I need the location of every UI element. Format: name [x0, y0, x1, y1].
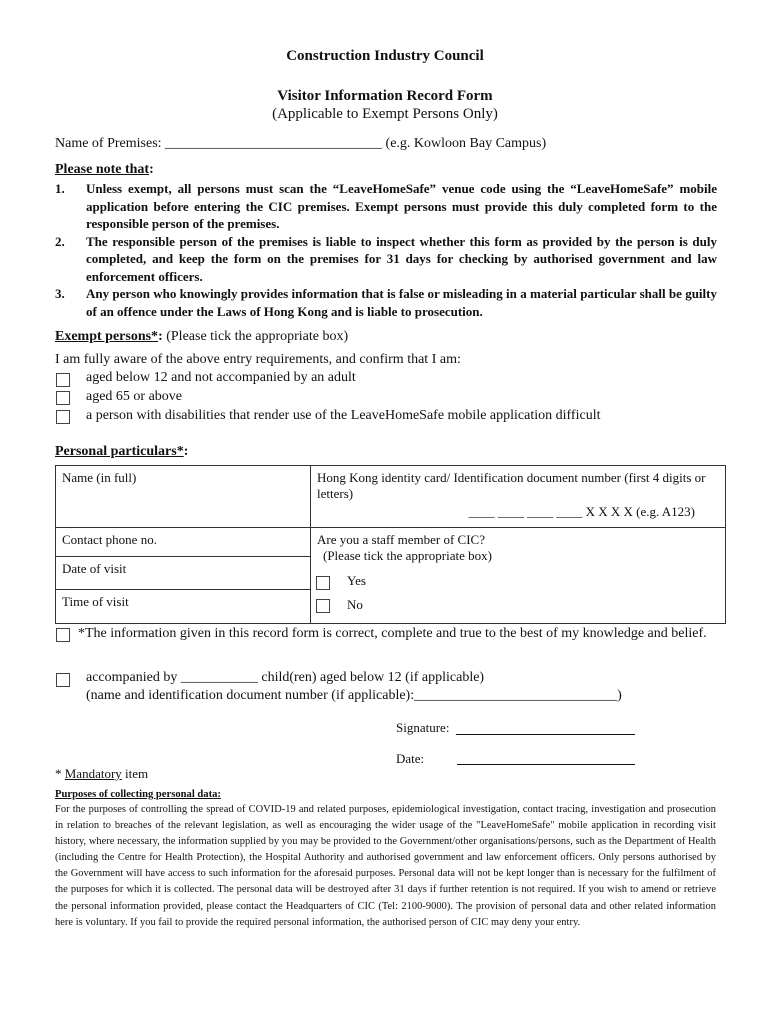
form-subtitle: (Applicable to Exempt Persons Only)	[272, 106, 498, 122]
phone-label: Contact phone no.	[62, 532, 157, 547]
notes-heading: Please note that	[55, 162, 150, 177]
accompanied-line-1: accompanied by ___________ child(ren) aged below 12 (if applicable)	[86, 670, 485, 685]
note-text: Any person who knowingly provides information that is false or misleading in a material particular shall be guilty of an offence under the Laws of Hong Kong and is liable to prosecution.	[86, 286, 717, 319]
contact-date-time-cell	[56, 528, 311, 624]
date-of-visit-label: Date of visit	[62, 561, 127, 576]
note-number: 1.	[55, 181, 65, 196]
exempt-option-label-3: a person with disabilities that render use of the LeaveHomeSafe mobile application difficult	[86, 408, 601, 423]
date-of-visit-field[interactable]	[56, 557, 310, 590]
exempt-intro: I am fully aware of the above entry requirements, and confirm that I am:	[55, 352, 461, 367]
form-title: Visitor Information Record Form	[277, 88, 493, 104]
signature-line[interactable]	[456, 734, 635, 735]
mandatory-rest: item	[121, 766, 149, 781]
notes-heading-row	[55, 162, 154, 178]
personal-heading-row	[55, 444, 188, 460]
note-number: 3.	[55, 286, 65, 301]
exempt-heading: Exempt persons*	[55, 329, 159, 344]
exempt-instruction: (Please tick the appropriate box)	[166, 329, 349, 344]
notes-list	[55, 180, 717, 320]
signature-label: Signature:	[396, 720, 450, 735]
premises-example: (e.g. Kowloon Bay Campus)	[385, 136, 547, 151]
exempt-option-checkbox-2[interactable]	[56, 391, 70, 405]
time-of-visit-field[interactable]	[56, 590, 310, 623]
accompanied-line-2: (name and identification document number (if applicable):_____________________________)	[86, 688, 622, 703]
staff-question: Are you a staff member of CIC?	[317, 532, 485, 547]
staff-yes-checkbox[interactable]	[316, 576, 330, 590]
note-text: Unless exempt, all persons must scan the “LeaveHomeSafe” venue code using the “LeaveHomeSafe” mobile application before entering the CIC premises. Exempt persons must provide this duly completed form to the responsible person of the premises.	[86, 181, 717, 231]
staff-instruction: (Please tick the appropriate box)	[323, 548, 492, 563]
date-line[interactable]	[457, 764, 635, 765]
premises-row	[55, 136, 546, 152]
hkid-field[interactable]	[311, 466, 726, 528]
personal-heading-colon: :	[183, 444, 189, 459]
staff-yes-label: Yes	[347, 573, 366, 588]
name-label: Name (in full)	[62, 470, 137, 485]
org-name: Construction Industry Council	[286, 48, 484, 64]
exempt-heading-row	[55, 329, 348, 345]
personal-heading: Personal particulars*	[55, 444, 184, 459]
purposes-heading: Purposes of collecting personal data:	[55, 789, 221, 800]
accompanied-checkbox[interactable]	[56, 673, 70, 687]
purposes-body: For the purposes of controlling the spread of COVID-19 and related purposes, epidemiological investigation, contact tracing, investigation and prosecution in relation to breaches of the relevant legislation, as well as encouraging the wider usage of the "LeaveHomeSafe" mobile application in recording visit history, where necessary, the information supplied by you may be provided to the Government/other organisations/persons, such as the Department of Health (including the Centre for Health Protection), the Hospital Authority and authorised government and law enforcement officers. Only persons authorised by the Government will have access to such information for the aforesaid purposes. Personal data will not be kept longer than is necessary for the fulfilment of the purposes for which it is collected. The personal data will be destroyed after 31 days if further retention is not required. If you wish to amend or retrieve the personal information provided, please contact the Headquarters of CIC (Tel: 2100-9000). The provision of personal data and other related information here is voluntary. If you fail to provide the required personal information, the authorised person of CIC may deny your entry.	[55, 804, 716, 928]
exempt-option-label-2: aged 65 or above	[86, 389, 183, 404]
mandatory-note	[55, 766, 148, 782]
exempt-option-checkbox-3[interactable]	[56, 410, 70, 424]
declaration-checkbox[interactable]	[56, 628, 70, 642]
mandatory-star: *	[55, 766, 65, 781]
note-text: The responsible person of the premises is liable to inspect whether this form as provided by the person is duly completed, and keep the form on the premises for 31 days for checking by authorised government and law enforcement officers.	[86, 233, 717, 284]
phone-field[interactable]	[56, 528, 310, 557]
personal-particulars-table	[55, 465, 726, 624]
premises-label: Name of Premises:	[55, 136, 162, 151]
exempt-heading-colon: :	[158, 329, 163, 344]
date-label: Date:	[396, 751, 425, 766]
exempt-option-label-1: aged below 12 and not accompanied by an adult	[86, 370, 356, 385]
staff-no-checkbox[interactable]	[316, 599, 330, 613]
hkid-format: ____ ____ ____ ____ X X X X (e.g. A123)	[468, 504, 695, 519]
declaration-text: *The information given in this record form is correct, complete and true to the best of my knowledge and belief.	[78, 626, 707, 641]
name-field[interactable]	[56, 466, 311, 528]
staff-cell	[311, 528, 726, 624]
premises-field[interactable]: _______________________________	[165, 136, 383, 151]
exempt-option-checkbox-1[interactable]	[56, 373, 70, 387]
note-item-2	[55, 233, 717, 286]
time-of-visit-label: Time of visit	[62, 594, 129, 609]
notes-heading-colon: :	[149, 162, 154, 177]
note-item-3	[55, 285, 717, 320]
note-number: 2.	[55, 233, 65, 249]
staff-no-label: No	[347, 597, 363, 612]
hkid-label: Hong Kong identity card/ Identification document number (first 4 digits or letters)	[317, 470, 706, 501]
note-item-1	[55, 180, 717, 233]
mandatory-word: Mandatory	[64, 766, 122, 781]
